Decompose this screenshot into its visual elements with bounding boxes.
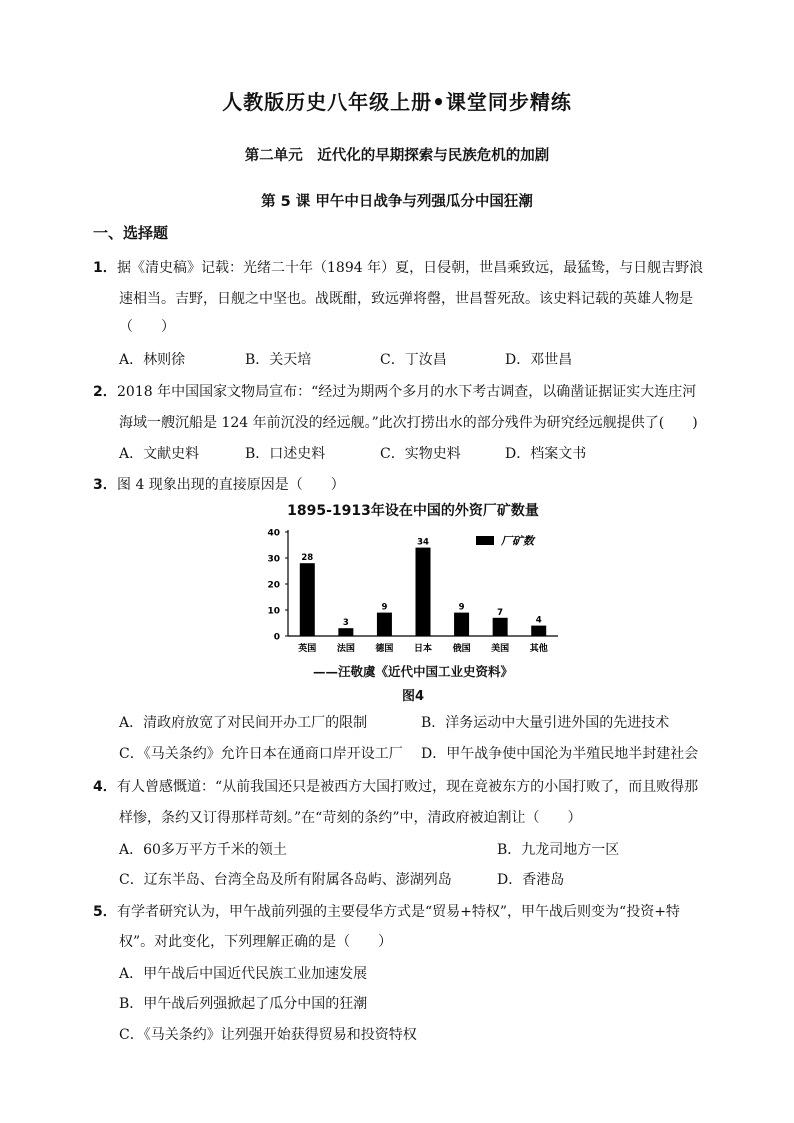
question-1-line-3: （ ） [119,319,175,335]
data-label: 4 [535,615,542,626]
x-tick-label: 日本 [413,644,433,654]
question-3-option-b: B．洋务运动中大量引进外国的先进技术 [421,715,670,731]
y-tick-label: 10 [267,606,280,617]
y-tick-label: 20 [267,580,280,591]
question-3-option-c: C．《马关条约》允许日本在通商口岸开设工厂 [119,746,403,762]
question-5-option-c: C．《马关条约》让列强开始获得贸易和投资特权 [119,1027,417,1043]
x-tick-label: 法国 [336,644,355,654]
question-4-line-1: 4．有人曾感慨道：“从前我国还只是被西方大国打败过，现在竟被东方的小国打败了，而且败得那 [93,779,699,795]
question-4-option-d: D．香港岛 [497,872,565,888]
question-2-line-1: 2．2018 年中国国家文物局宣布：“经过为期两个多月的水下考古调查，以确凿证据证实大连庄河 [93,384,697,400]
question-2-line-2: 海域一艘沉船是 124 年前沉没的经远舰。”此次打捞出水的部分残件为研究经远舰提供了( ) [119,415,698,431]
bar-chart [258,524,568,664]
bar [493,618,508,636]
chart-title: 1895-1913年设在中国的外资厂矿数量 [287,503,539,519]
question-4-option-b: B．九龙司地方一区 [497,842,620,858]
figure-4 [258,500,568,706]
question-1-option-a: A．林则徐 [119,352,186,368]
question-2-option-c: C．实物史料 [380,446,461,462]
question-4-option-a: A．60多万平方千米的领土 [119,842,287,858]
data-label: 9 [381,602,388,613]
page-title: 人教版历史八年级上册•课堂同步精练 [222,90,572,114]
figure-source: ——汪敬虞《近代中国工业史资料》 [312,664,513,679]
question-5-line-1: 5．有学者研究认为，甲午战前列强的主要侵华方式是“贸易+特权”，甲午战后则变为“投资+特 [93,904,680,920]
bar [338,628,353,636]
question-4-line-2: 样惨，条约又订得那样苛刻。”在“苛刻的条约”中，清政府被迫割让（ ） [119,810,582,826]
question-5-line-2: 权”。对此变化，下列理解正确的是（ ） [119,934,393,950]
y-tick-label: 40 [267,528,280,539]
question-3-option-a: A．清政府放宽了对民间开办工厂的限制 [119,715,368,731]
question-3-line-1: 3．图 4 现象出现的直接原因是（ ） [93,477,345,493]
question-4-option-c: C．辽东半岛、台湾全岛及所有附属各岛屿、澎湖列岛 [119,872,452,888]
question-2-number: 2． [93,384,117,400]
x-tick-label: 其他 [529,644,548,654]
question-5-option-a: A．甲午战后中国近代民族工业加速发展 [119,966,368,982]
data-label: 3 [342,618,349,629]
x-tick-label: 美国 [491,644,510,654]
question-3-option-d: D．甲午战争使中国沦为半殖民地半封建社会 [421,746,699,762]
question-2-option-d: D．档案文书 [505,446,587,462]
question-1-number: 1． [93,260,117,276]
question-2-option-a: A．文献史料 [119,446,200,462]
bar [300,563,315,636]
section-heading: 一、选择题 [93,224,169,242]
question-1-line-1: 1．据《清史稿》记载：光绪二十年（1894 年）夏，日侵朝，世昌乘致远，最猛鸷，与日舰吉野浪 [93,260,704,276]
unit-title: 第二单元 近代化的早期探索与民族危机的加剧 [244,148,550,164]
question-4-number: 4． [93,779,117,795]
question-1-option-d: D．邓世昌 [505,352,573,368]
question-5-option-b: B．甲午战后列强掀起了瓜分中国的狂潮 [119,996,368,1012]
y-tick-label: 0 [273,632,280,643]
question-3-number: 3． [93,477,117,493]
question-2-option-b: B．口述史料 [245,446,326,462]
question-1-option-c: C．丁汝昌 [380,352,447,368]
figure-label: 图4 [401,689,425,704]
question-1-option-b: B．关天培 [245,352,312,368]
data-label: 7 [497,607,504,618]
lesson-title: 第 5 课 甲午中日战争与列强瓜分中国狂潮 [261,194,533,210]
x-tick-label: 德国 [375,644,394,654]
bar [416,548,431,636]
x-tick-label: 俄国 [452,644,471,654]
bar [531,626,546,636]
data-label: 28 [301,553,314,564]
question-1-line-2: 速相当。吉野，日舰之中坚也。战既酣，致远弹将罄，世昌誓死敌。该史料记载的英雄人物是 [119,291,693,307]
question-5-number: 5． [93,904,117,920]
x-tick-label: 英国 [298,644,317,654]
bar [454,613,469,636]
legend-swatch [476,536,494,545]
bar [377,613,392,636]
data-label: 34 [417,537,429,548]
legend-label: 厂矿数 [501,534,534,548]
data-label: 9 [458,602,465,613]
y-tick-label: 30 [267,554,280,565]
